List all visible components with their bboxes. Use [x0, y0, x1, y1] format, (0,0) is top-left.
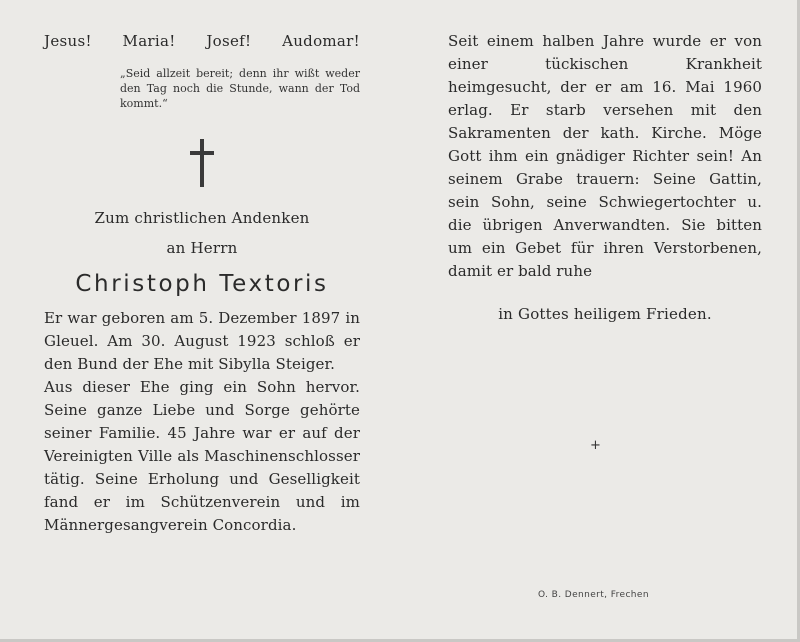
deceased-name: Christoph Textoris [75, 271, 329, 297]
invocation-word: Jesus! [44, 32, 92, 50]
obituary-paragraph: Seit einem halben Jahre wurde er von einer tückischen Krankheit heimgesucht, der er am 16. Mai 1960 erlag. Er starb versehen mit den Sakramenten der kath. Kirche. Möge Gott ihm ein gnädiger Richter sein! An seinem Grabe trauern: Seine Gattin, sein Sohn, seine Schwiegertochter u. die übrigen Anverwandten. Sie bitten um ein Gebet für ihren Verstorbenen, damit er bald ruhe [448, 32, 762, 280]
invocation-word: Maria! [122, 32, 176, 50]
bible-quote: „Seid allzeit bereit; denn ihr wißt weder den Tag noch die Stunde, wann der Tod kommt.“ [120, 67, 360, 110]
memorial-line: Zum christlichen Andenken [94, 209, 310, 227]
closing-line: in Gottes heiligem Frieden. [498, 305, 712, 323]
small-cross-mark: + [590, 438, 601, 453]
biography-paragraph: Er war geboren am 5. Dezember 1897 in Gleuel. Am 30. August 1923 schloß er den Bund der Ehe mit Sibylla Steiger. [44, 309, 360, 373]
right-column [448, 30, 762, 323]
left-column [44, 30, 360, 537]
memorial-line: an Herrn [166, 239, 238, 257]
memorial-heading [44, 203, 360, 263]
obituary-text [448, 30, 762, 283]
invocation-word: Audomar! [282, 32, 360, 50]
latin-cross-icon [190, 139, 214, 187]
biography-paragraph: Aus dieser Ehe ging ein Sohn hervor. Seine ganze Liebe und Sorge gehörte seiner Familie. 45 Jahre war er auf der Vereinigten Ville als Maschinenschlosser tätig. Seine Erholung und Geselligkeit fand er im Schützenverein und im Männergesangverein Concordia. [44, 378, 360, 534]
invocation-word: Josef! [206, 32, 252, 50]
biography-text [44, 307, 360, 537]
invocation-line [44, 32, 360, 50]
printer-imprint: O. B. Dennert, Frechen [538, 590, 649, 600]
